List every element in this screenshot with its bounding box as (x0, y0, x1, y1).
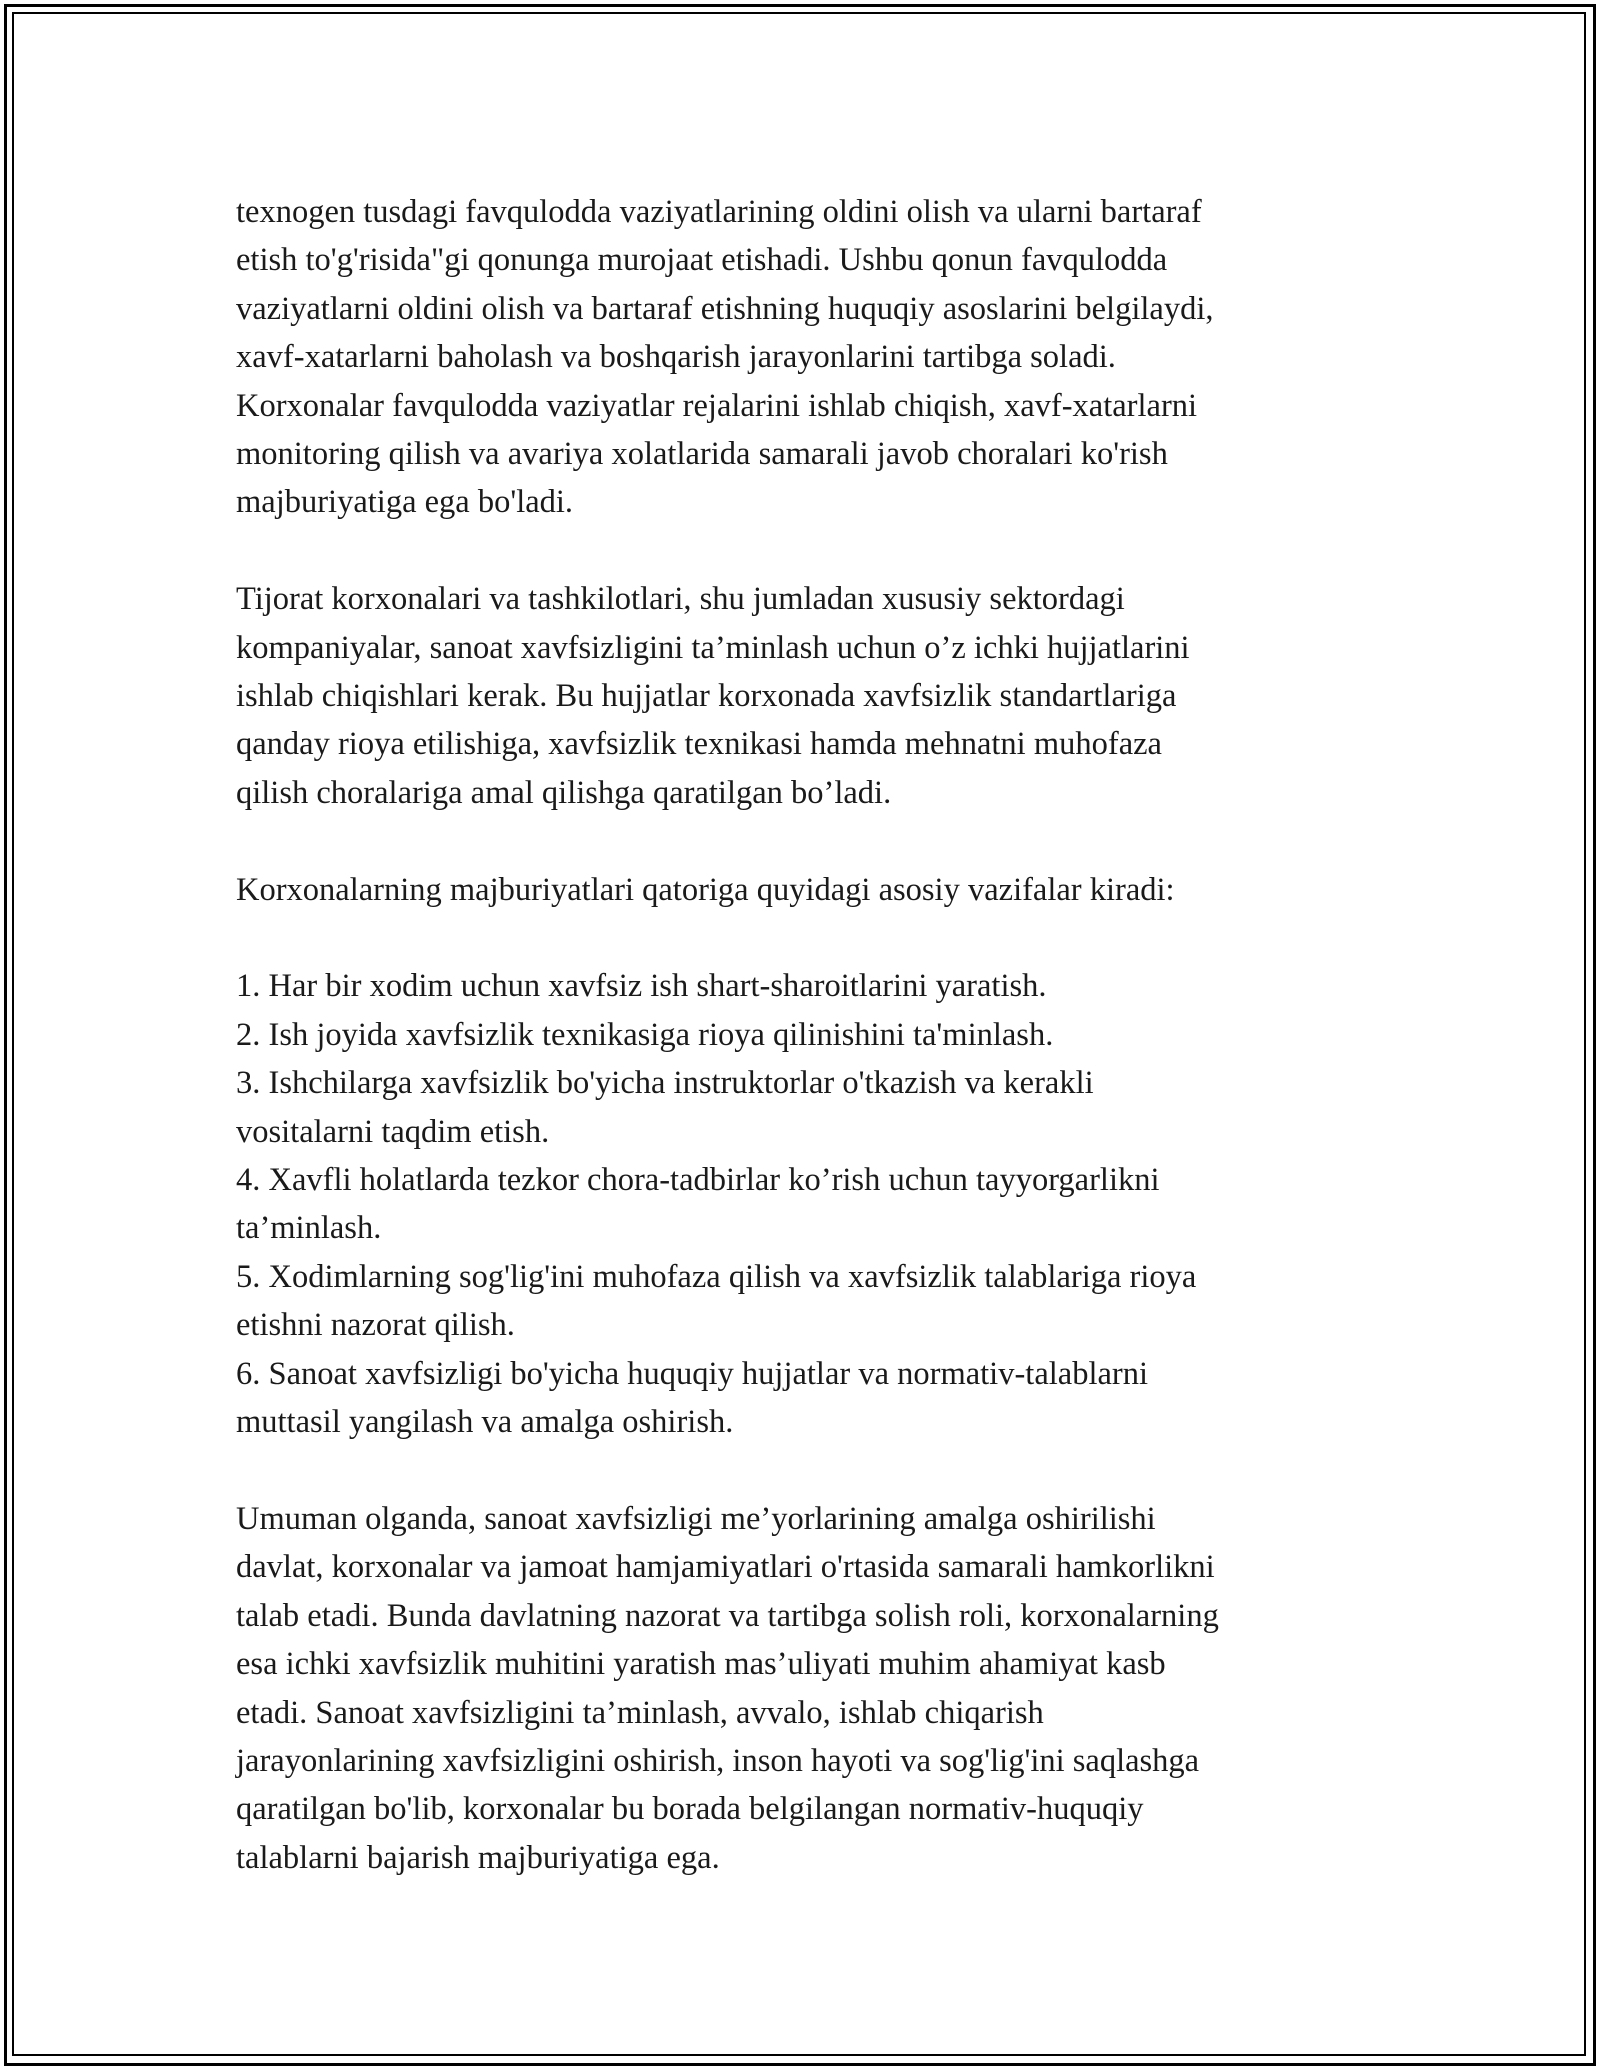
text-line: esa ichki xavfsizlik muhitini yaratish mas’uliyati muhim ahamiyat kasb (236, 1646, 1166, 1683)
paragraph (236, 575, 1366, 817)
text-line: 4. Xavfli holatlarda tezkor chora-tadbirlar ko’rish uchun tayyorgarlikni (236, 1162, 1160, 1199)
paragraph-gap (236, 1447, 1366, 1495)
text-line: 3. Ishchilarga xavfsizlik bo'yicha instruktorlar o'tkazish va kerakli (236, 1065, 1094, 1102)
text-line: muttasil yangilash va amalga oshirish. (236, 1404, 734, 1441)
text-line: 5. Xodimlarning sog'lig'ini muhofaza qilish va xavfsizlik talablariga rioya (236, 1258, 1197, 1295)
text-line: vaziyatlarni oldini olish va bartaraf etishning huquqiy asoslarini belgilaydi, (236, 290, 1214, 327)
document-body (236, 188, 1366, 1882)
text-line: etishni nazorat qilish. (236, 1307, 515, 1344)
paragraph-gap (236, 527, 1366, 575)
paragraph (236, 1495, 1366, 1882)
text-line: 1. Har bir xodim uchun xavfsiz ish shart-sharoitlarini yaratish. (236, 968, 1047, 1005)
text-line: ishlab chiqishlari kerak. Bu hujjatlar korxonada xavfsizlik standartlariga (236, 678, 1177, 715)
paragraph (236, 866, 1366, 914)
text-line: 2. Ish joyida xavfsizlik texnikasiga rioya qilinishini ta'minlash. (236, 1016, 1054, 1053)
text-line: qaratilgan bo'lib, korxonalar bu borada belgilangan normativ-huquqiy (236, 1791, 1144, 1828)
text-line: etish to'g'risida"gi qonunga murojaat etishadi. Ushbu qonun favqulodda (236, 242, 1168, 279)
text-line: davlat, korxonalar va jamoat hamjamiyatlari o'rtasida samarali hamkorlikni (236, 1549, 1215, 1586)
paragraph (236, 962, 1366, 1446)
text-line: vositalarni taqdim etish. (236, 1113, 550, 1150)
text-line: talablarni bajarish majburiyatiga ega. (236, 1839, 720, 1876)
text-line: Korxonalarning majburiyatlari qatoriga quyidagi asosiy vazifalar kiradi: (236, 871, 1175, 908)
text-line: etadi. Sanoat xavfsizligini ta’minlash, avvalo, ishlab chiqarish (236, 1694, 1044, 1731)
text-line: Umuman olganda, sanoat xavfsizligi me’yorlarining amalga oshirilishi (236, 1500, 1156, 1537)
text-line: ta’minlash. (236, 1210, 382, 1247)
text-line: kompaniyalar, sanoat xavfsizligini ta’minlash uchun o’z ichki hujjatlarini (236, 629, 1190, 666)
text-line: monitoring qilish va avariya xolatlarida samarali javob choralari ko'rish (236, 436, 1168, 473)
text-line: talab etadi. Bunda davlatning nazorat va tartibga solish roli, korxonalarning (236, 1597, 1219, 1634)
paragraph (236, 188, 1366, 527)
text-line: Tijorat korxonalari va tashkilotlari, shu jumladan xususiy sektordagi (236, 581, 1125, 618)
text-line: jarayonlarining xavfsizligini oshirish, inson hayoti va sog'lig'ini saqlashga (236, 1742, 1200, 1779)
paragraph-gap (236, 914, 1366, 962)
paragraph-gap (236, 817, 1366, 865)
text-line: qanday rioya etilishiga, xavfsizlik texnikasi hamda mehnatni muhofaza (236, 726, 1162, 763)
text-line: texnogen tusdagi favqulodda vaziyatlarining oldini olish va ularni bartaraf (236, 194, 1202, 230)
text-line: qilish choralariga amal qilishga qaratilgan bo’ladi. (236, 774, 892, 811)
text-line: Korxonalar favqulodda vaziyatlar rejalarini ishlab chiqish, xavf-xatarlarni (236, 387, 1198, 424)
text-line: xavf-xatarlarni baholash va boshqarish jarayonlarini tartibga soladi. (236, 339, 1116, 376)
text-line: majburiyatiga ega bo'ladi. (236, 484, 574, 521)
text-line: 6. Sanoat xavfsizligi bo'yicha huquqiy hujjatlar va normativ-talablarni (236, 1355, 1148, 1392)
